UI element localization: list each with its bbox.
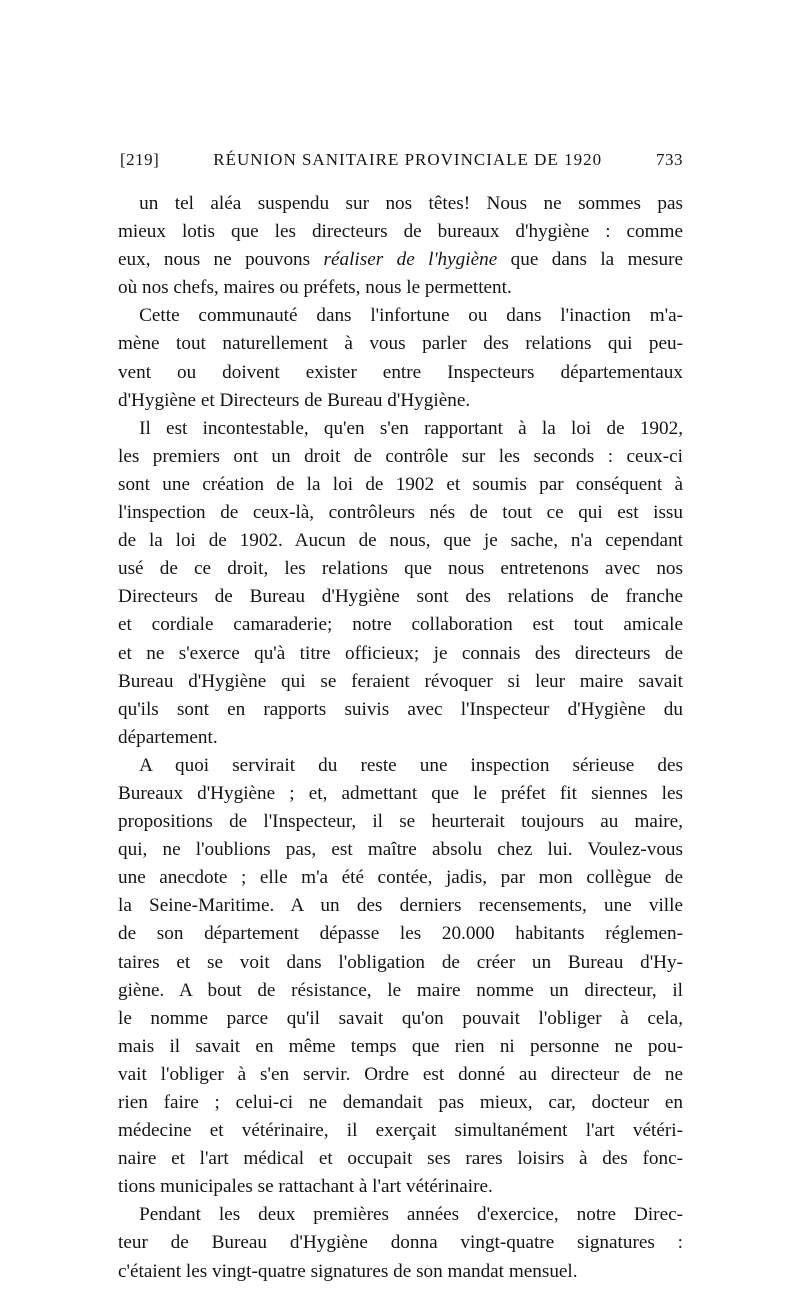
text-line: sont une création de la loi de 1902 et soumis par conséquent à (118, 473, 683, 495)
text-line: A quoi servirait du reste une inspection sérieuse des (139, 754, 683, 776)
text-line: rien faire ; celui-ci ne demandait pas mieux, car, docteur en (118, 1092, 683, 1113)
text-line: médecine et vétérinaire, il exerçait simultanément l'art vétéri- (118, 1120, 683, 1142)
paragraph (118, 415, 683, 752)
page-number: 733 (656, 150, 683, 169)
text-line: eux, nous ne pouvons réaliser de l'hygiène que dans la mesure (118, 249, 683, 271)
text-line: naire et l'art médical et occupait ses rares loisirs à des fonc- (118, 1148, 683, 1170)
text-line: Directeurs de Bureau d'Hygiène sont des relations de franche (118, 586, 683, 608)
text-line: Bureau d'Hygiène qui se feraient révoquer si leur maire savait (118, 670, 683, 692)
text-line: taires et se voit dans l'obligation de créer un Bureau d'Hy- (118, 951, 683, 973)
text-line: département. (118, 726, 218, 748)
text-line: les premiers ont un droit de contrôle sur les seconds : ceux-ci (118, 445, 683, 467)
running-header (118, 150, 683, 170)
paragraph (118, 190, 683, 302)
body-text (118, 190, 683, 1286)
text-line: qu'ils sont en rapports suivis avec l'Inspecteur d'Hygiène du (118, 698, 683, 720)
text-line: vent ou doivent exister entre Inspecteurs départementaux (118, 361, 683, 383)
text-line: Cette communauté dans l'infortune ou dans l'inaction m'a- (139, 305, 683, 327)
text-line: une anecdote ; elle m'a été contée, jadis, par mon collègue de (118, 867, 683, 889)
text-line: de la loi de 1902. Aucun de nous, que je sache, n'a cependant (118, 530, 683, 552)
paragraph (118, 1201, 683, 1285)
text-line: mène tout naturellement à vous parler des relations qui peu- (118, 333, 683, 355)
text-line: giène. A bout de résistance, le maire nomme un directeur, il (118, 979, 683, 1001)
text-line: un tel aléa suspendu sur nos têtes! Nous ne sommes pas (139, 193, 683, 214)
text-line: et cordiale camaraderie; notre collaboration est tout amicale (118, 614, 683, 636)
text-line: où nos chefs, maires ou préfets, nous le permettent. (118, 277, 512, 299)
text-line: Bureaux d'Hygiène ; et, admettant que le préfet fit siennes les (118, 782, 683, 804)
text-line: teur de Bureau d'Hygiène donna vingt-quatre signatures : (118, 1232, 683, 1254)
text-line: le nomme parce qu'il savait qu'on pouvait l'obliger à cela, (118, 1007, 683, 1029)
text-line: la Seine-Maritime. A un des derniers recensements, une ville (118, 895, 683, 917)
text-line: vait l'obliger à s'en servir. Ordre est donné au directeur de ne (118, 1063, 683, 1085)
text-line: usé de ce droit, les relations que nous entretenons avec nos (118, 558, 683, 580)
text-line: c'étaient les vingt-quatre signatures de son mandat mensuel. (118, 1260, 578, 1282)
paragraph (118, 752, 683, 1202)
page-reference: [219] (120, 150, 160, 169)
text-line: l'inspection de ceux-là, contrôleurs nés de tout ce qui est issu (118, 502, 683, 524)
text-line: propositions de l'Inspecteur, il se heurterait toujours au maire, (118, 811, 683, 833)
text-line: et ne s'exerce qu'à titre officieux; je connais des directeurs de (118, 642, 683, 664)
text-line: Il est incontestable, qu'en s'en rapportant à la loi de 1902, (139, 417, 683, 439)
text-line: Pendant les deux premières années d'exercice, notre Direc- (139, 1204, 683, 1226)
text-line: mieux lotis que les directeurs de bureaux d'hygiène : comme (118, 221, 683, 243)
paragraph (118, 302, 683, 414)
text-line: qui, ne l'oublions pas, est maître absolu chez lui. Voulez-vous (118, 839, 683, 861)
text-line: d'Hygiène et Directeurs de Bureau d'Hygiène. (118, 389, 471, 411)
running-title: RÉUNION SANITAIRE PROVINCIALE DE 1920 (213, 150, 603, 169)
text-line: mais il savait en même temps que rien ni personne ne pou- (118, 1035, 683, 1057)
text-line: tions municipales se rattachant à l'art vétérinaire. (118, 1176, 493, 1198)
book-page (118, 150, 683, 1286)
text-line: de son département dépasse les 20.000 habitants réglemen- (118, 923, 683, 945)
